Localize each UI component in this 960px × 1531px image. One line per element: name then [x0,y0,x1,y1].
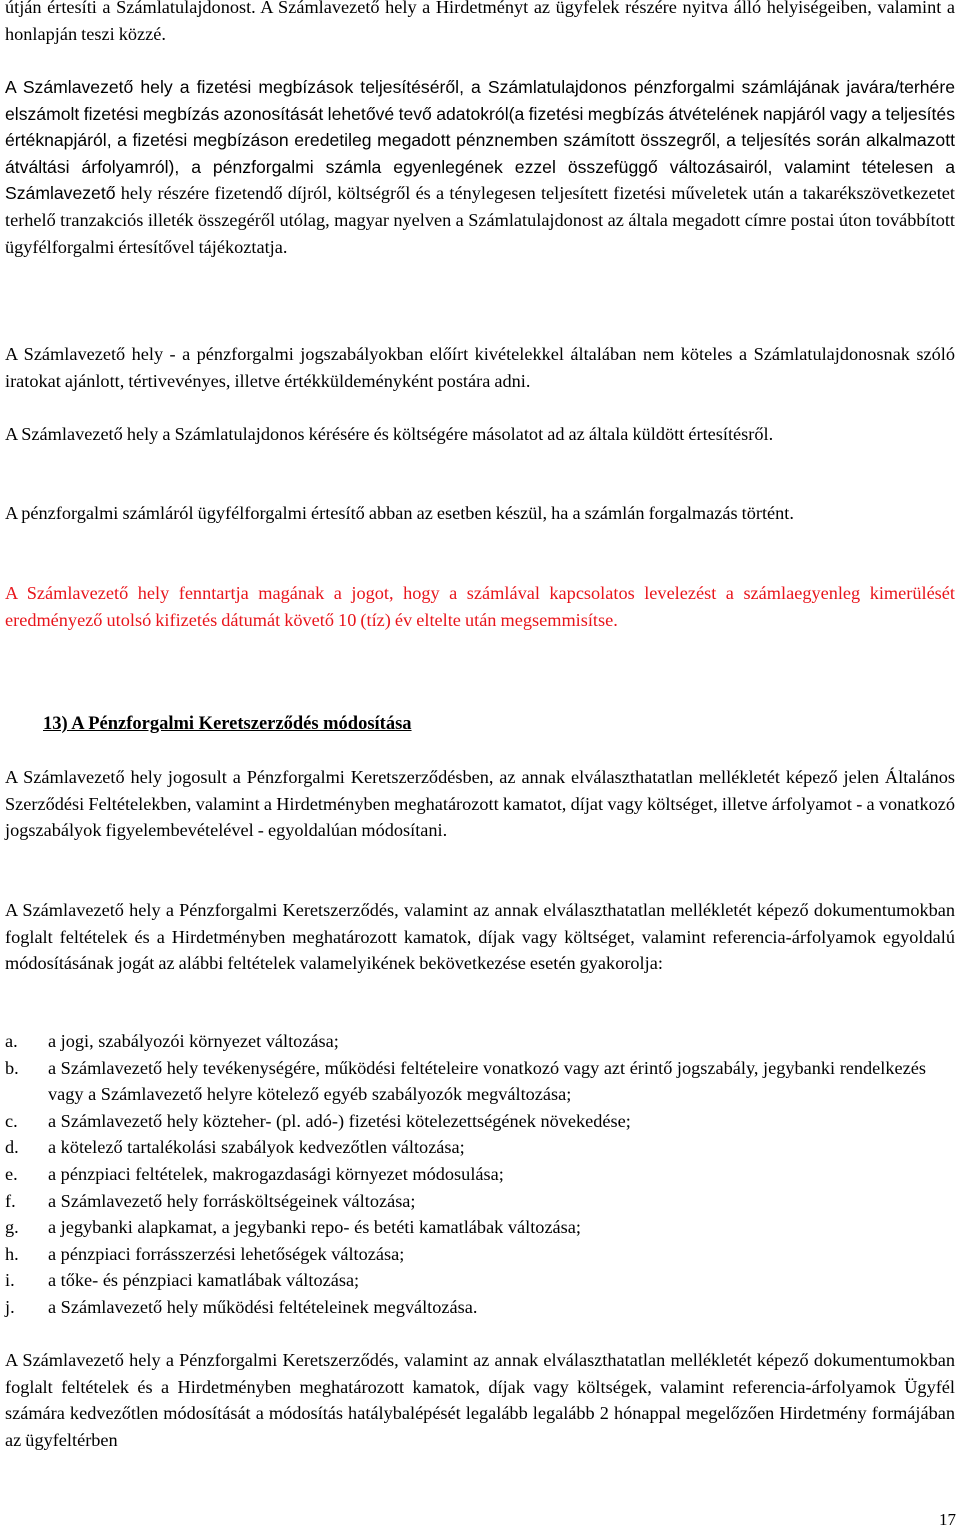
paragraph-statement-info-sans: A Számlavezető hely a fizetési megbízások teljesítéséről, a Számlatulajdonos pénzforgalmi számlájának javára/terhére elszámolt fizetési megbízás azonosítását lehetővé tevő adatokról(a fizetési megbízás átvételének napjáról vagy a teljesítés értéknapjáról, a fizetési megbízáson eredetileg megadott pénznemben számított összegről, a teljesítés során alkalmazott átváltási árfolyamról), a pénzforgalmi számla egyenlegének ezzel összefüggő változásairól, valamint tételesen a Számlavezető [5,77,955,204]
page-number: 17 [939,1510,956,1529]
list-item [5,1108,955,1135]
list-marker: i. [5,1270,15,1291]
list-marker: f. [5,1190,16,1211]
list-item [5,1161,955,1188]
list-marker: g. [5,1217,19,1238]
list-item [5,1134,955,1161]
list-marker: b. [5,1057,19,1078]
paragraph-statement-info-serif: hely részére fizetendő díjról, költségről és a ténylegesen teljesített fizetési műveletek után a takarékszövetkezetet terhelő tranzakciós illeték összegéről utólag, magyar nyelven a Számlatulajdonost az általa megadott címre postai úton továbbított ügyfélforgalmi értesítővel tájékoztatja. [5,183,956,257]
list-item-text: a Számlavezető hely tevékenységére, működési feltételeire vonatkozó vagy azt érintő jogszabály, jegybanki rendelkezés vagy a Számlavezető helyre kötelező egyéb szabályozók megváltozása; [48,1057,926,1105]
list-marker: e. [5,1163,18,1184]
list-item [5,1241,955,1268]
list-item [5,1214,955,1241]
paragraph-unfavourable-notice: A Számlavezető hely a Pénzforgalmi Keretszerződés, valamint az annak elválaszthatatlan mellékletét képező dokumentumokban foglalt feltételek és a Hirdetményben meghatározott kamatok, díjak vagy költségek, valamint referencia-árfolyamok Ügyfél számára kedvezőtlen módosítását a módosítás hatálybalépését legalább legalább 2 hónappal megelőzően Hirdetmény formájában az ügyfeltérben [5,1350,955,1450]
paragraph-modification-conditions: A Számlavezető hely a Pénzforgalmi Keretszerződés, valamint az annak elválaszthatatlan mellékletét képező dokumentumokban foglalt feltételek és a Hirdetményben meghatározott kamatok, díjak vagy költséget, valamint referencia-árfolyamok egyoldalú módosításának jogát az alábbi feltételek valamelyikének bekövetkezése esetén gyakorolja: [5,900,955,974]
list-marker: a. [5,1031,18,1051]
list-item [5,1294,955,1321]
paragraph-statement-info [5,74,955,260]
list-marker: c. [5,1110,18,1131]
list-item [5,1055,955,1108]
list-marker: d. [5,1137,19,1158]
section-heading: 13) A Pénzforgalmi Keretszerződés módosítása [43,714,412,734]
list-item-text: a pénzpiaci forrásszerzési lehetőségek változása; [48,1243,405,1264]
list-item-text: a Számlavezető hely közteher- (pl. adó-) fizetési kötelezettségének növekedése; [48,1110,631,1131]
list-item [5,1267,955,1294]
list-item-text: a Számlavezető hely működési feltételeinek megváltozása. [48,1296,478,1317]
list-marker: j. [5,1296,15,1317]
list-item-text: a jogi, szabályozói környezet változása; [48,1031,339,1051]
paragraph-notice: A pénzforgalmi számláról ügyfélforgalmi értesítő abban az esetben készül, ha a számlán forgalmazás történt. [5,503,794,523]
conditions-list [5,1028,955,1321]
list-item [5,1028,955,1055]
paragraph-modification-right: A Számlavezető hely jogosult a Pénzforgalmi Keretszerződésben, az annak elválaszthatatlan mellékletét képező jelen Általános Szerződési Feltételekben, valamint a Hirdetményben meghatározott kamatot, díjat vagy költséget, illetve árfolyamot - a vonatkozó jogszabályok figyelembevételével - egyoldalúan módosítani. [5,767,955,841]
list-item-text: a Számlavezető hely forrásköltségeinek változása; [48,1190,416,1211]
list-marker: h. [5,1243,19,1264]
paragraph-retention: A Számlavezető hely fenntartja magának a jogot, hogy a számlával kapcsolatos levelezést a számlaegyenleg kimerülését eredményező utolsó kifizetés dátumát követő 10 (tíz) év eltelte után megsemmisítse. [5,583,955,630]
paragraph-intro: útján értesíti a Számlatulajdonost. A Számlavezető hely a Hirdetményt az ügyfelek részére nyitva álló helyiségeiben, valamint a honlapján teszi közzé. [5,0,955,44]
list-item-text: a kötelező tartalékolási szabályok kedvezőtlen változása; [48,1137,465,1158]
list-item [5,1188,955,1215]
paragraph-copy: A Számlavezető hely a Számlatulajdonos kérésére és költségére másolatot ad az általa küldött értesítésről. [5,424,774,444]
list-item-text: a pénzpiaci feltételek, makrogazdasági környezet módosulása; [48,1163,504,1184]
list-item-text: a jegybanki alapkamat, a jegybanki repo- és betéti kamatlábak változása; [48,1217,581,1238]
list-item-text: a tőke- és pénzpiaci kamatlábak változása; [48,1270,360,1291]
paragraph-mailing: A Számlavezető hely - a pénzforgalmi jogszabályokban előírt kivételekkel általában nem köteles a Számlatulajdonosnak szóló iratokat ajánlott, tértivevényes, illetve értékküldeményként postára adni. [5,344,955,391]
